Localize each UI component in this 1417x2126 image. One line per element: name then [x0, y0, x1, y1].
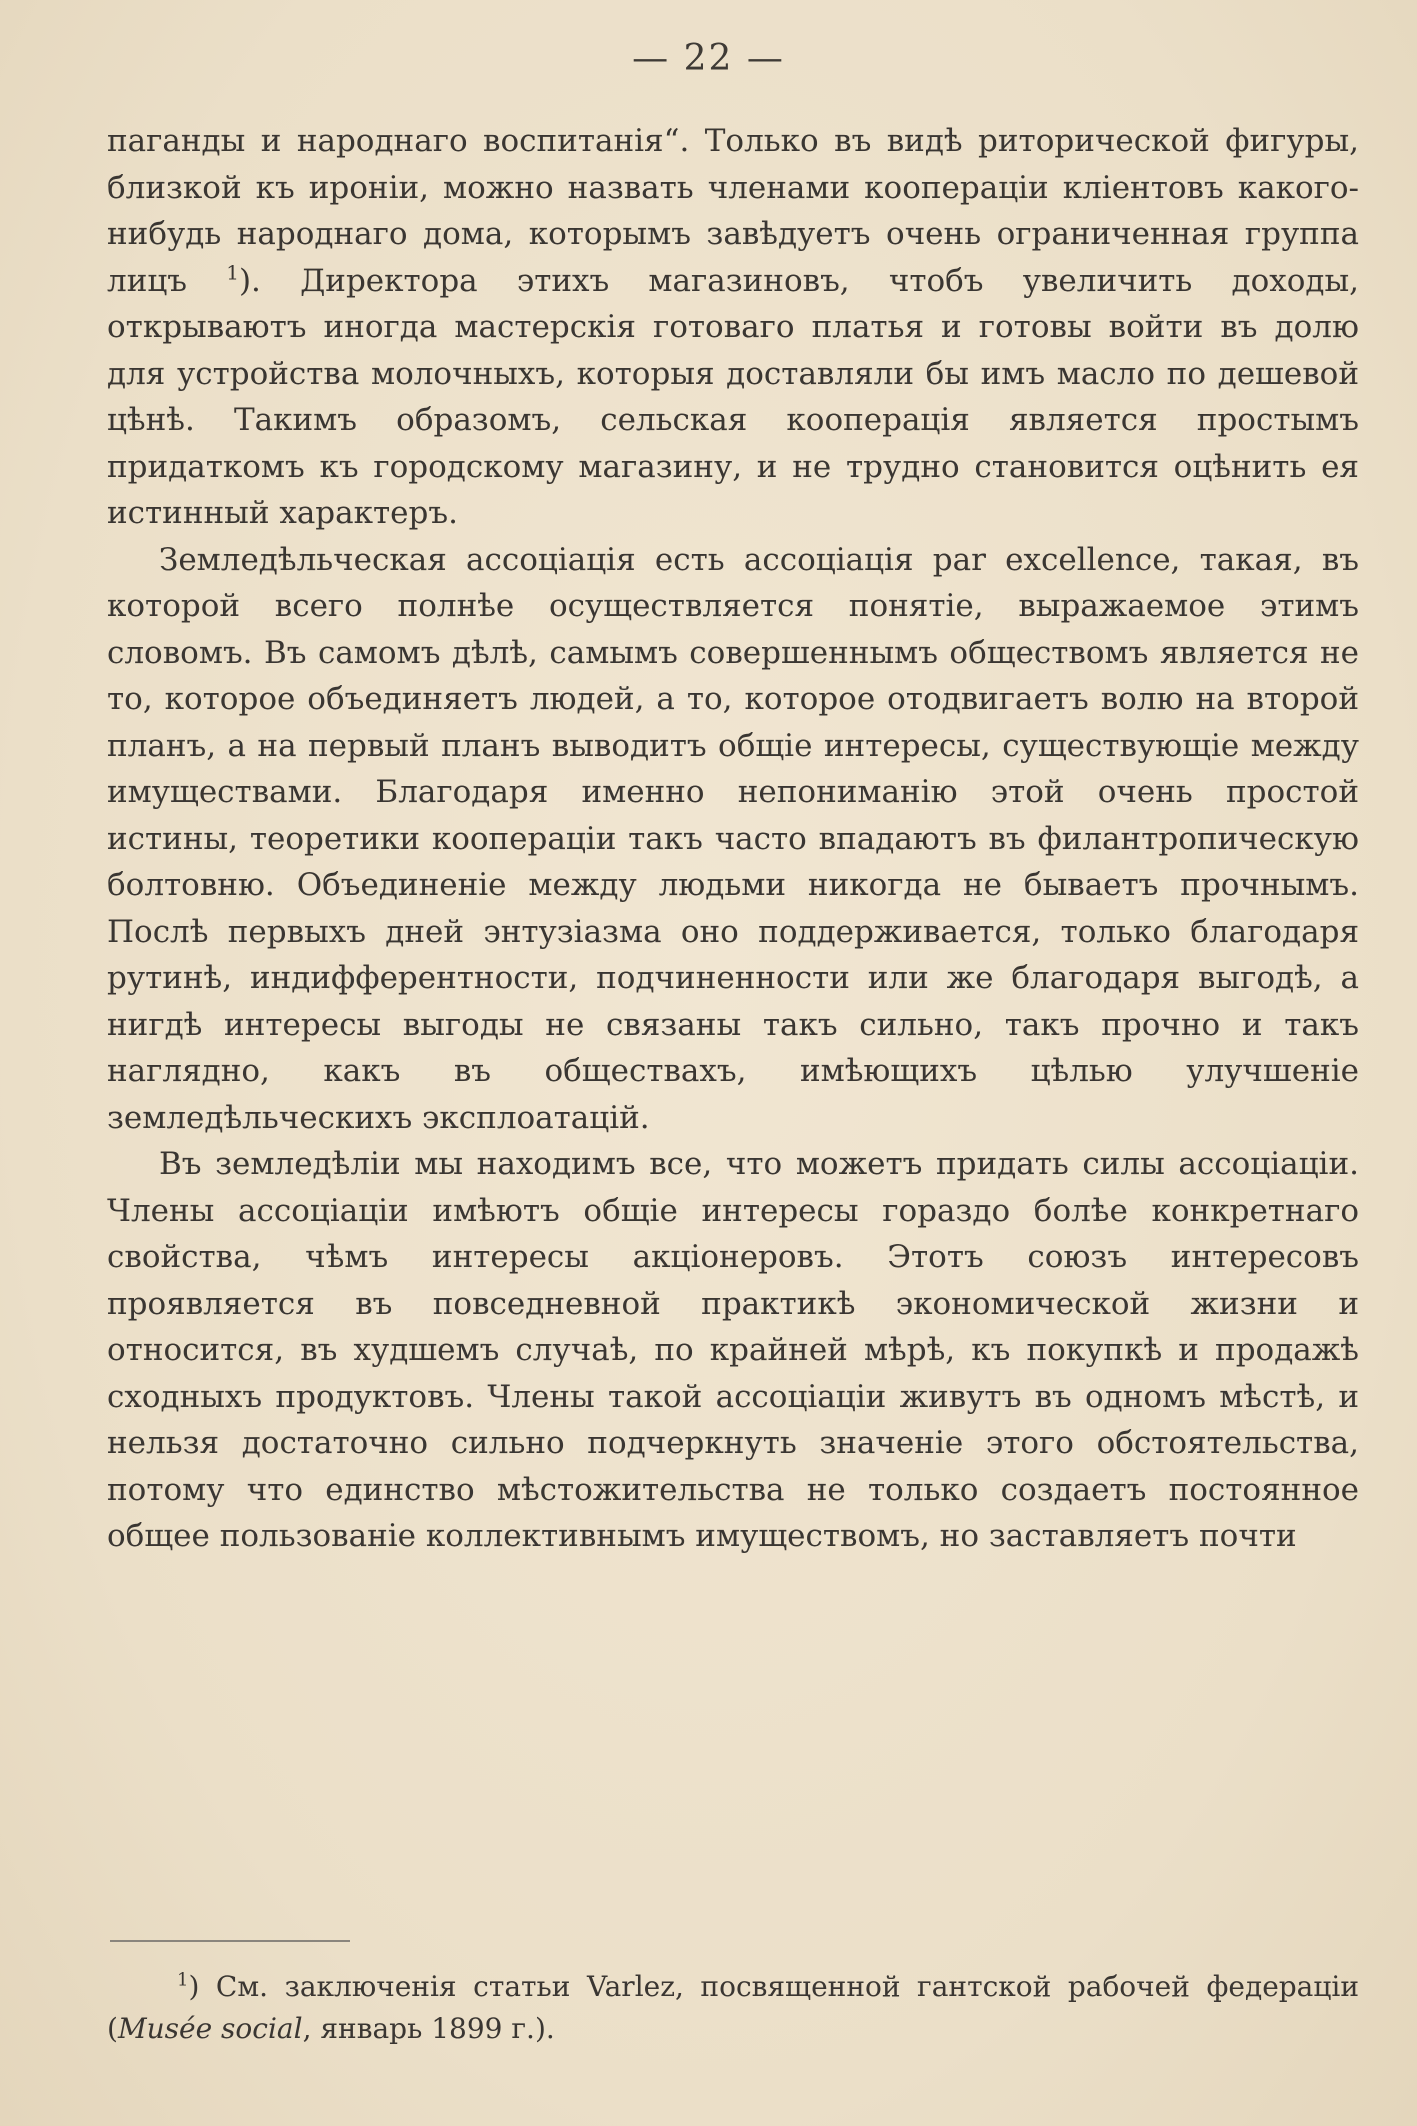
footnote-reference[interactable]: 1 — [226, 260, 239, 285]
footnote-separator — [110, 1940, 350, 1942]
paragraph-1 — [107, 118, 1359, 537]
footnote — [107, 1966, 1359, 2050]
paragraph-1-text: паганды и народнаго воспитанія“. Только въ видѣ риторической фигуры, близкой къ ироніи, можно назвать членами коопераціи кліентовъ какого-нибудь народнаго дома, которымъ завѣдуетъ очень ограниченная группа лицъ — [107, 123, 1359, 299]
paragraph-3: Въ земледѣліи мы находимъ все, что можетъ придать силы ассоціаціи. Члены ассоціаціи имѣютъ общіе интересы гораздо болѣе конкретнаго свойства, чѣмъ интересы акціонеровъ. Этотъ союзъ интересовъ проявляется въ повседневной практикѣ экономической жизни и относится, въ худшемъ случаѣ, по крайней мѣрѣ, къ покупкѣ и продажѣ сходныхъ продуктовъ. Члены такой ассоціаціи живутъ въ одномъ мѣстѣ, и нельзя достаточно сильно подчеркнуть значеніе этого обстоятельства, потому что единство мѣстожительства не только создаетъ постоянное общее пользованіе коллективнымъ имуществомъ, но заставляетъ почти — [107, 1146, 1359, 1554]
footnote-mark: 1 — [177, 1969, 189, 1991]
page-number: — 22 — — [632, 38, 785, 79]
paragraph-2: Земледѣльческая ассоціація есть ассоціація par excellence, такая, въ которой всего полнѣе осуществляется понятіе, выражаемое этимъ словомъ. Въ самомъ дѣлѣ, самымъ совершеннымъ обществомъ является не то, которое объединяетъ людей, а то, которое отодвигаетъ волю на второй планъ, а на первый планъ выводитъ общіе интересы, существующіе между имуществами. Благодаря именно непониманію этой очень простой истины, теоретики коопераціи такъ часто впадаютъ въ филантропическую болтовню. Объединеніе между людьми никогда не бываетъ прочнымъ. Послѣ первыхъ дней энтузіазма оно поддерживается, только благодаря рутинѣ, индифферентности, подчиненности или же благодаря выгодѣ, а нигдѣ интересы выгоды не связаны такъ сильно, такъ прочно и такъ наглядно, какъ въ обществахъ, имѣющихъ цѣлью улучшеніе земледѣльческихъ эксплоатацій. — [107, 541, 1359, 1136]
main-text — [107, 118, 1359, 1560]
footnote-text: ) См. заключенія статьи Varlez, посвященной гантской рабочей федераціи ( — [107, 1970, 1359, 2045]
footnote-text-end: , январь 1899 г.). — [302, 2012, 555, 2045]
footnote-source-title: Musée social — [117, 2012, 303, 2045]
paragraph-1-text-continued: ). Директора этихъ магазиновъ, чтобъ увеличить доходы, открываютъ иногда мастерскія готоваго платья и готовы войти въ долю для устройства молочныхъ, которыя доставляли бы имъ масло по дешевой цѣнѣ. Такимъ образомъ, сельская кооперація является простымъ придаткомъ къ городскому магазину, и не трудно становится оцѣнить ея истинный характеръ. — [107, 262, 1359, 531]
